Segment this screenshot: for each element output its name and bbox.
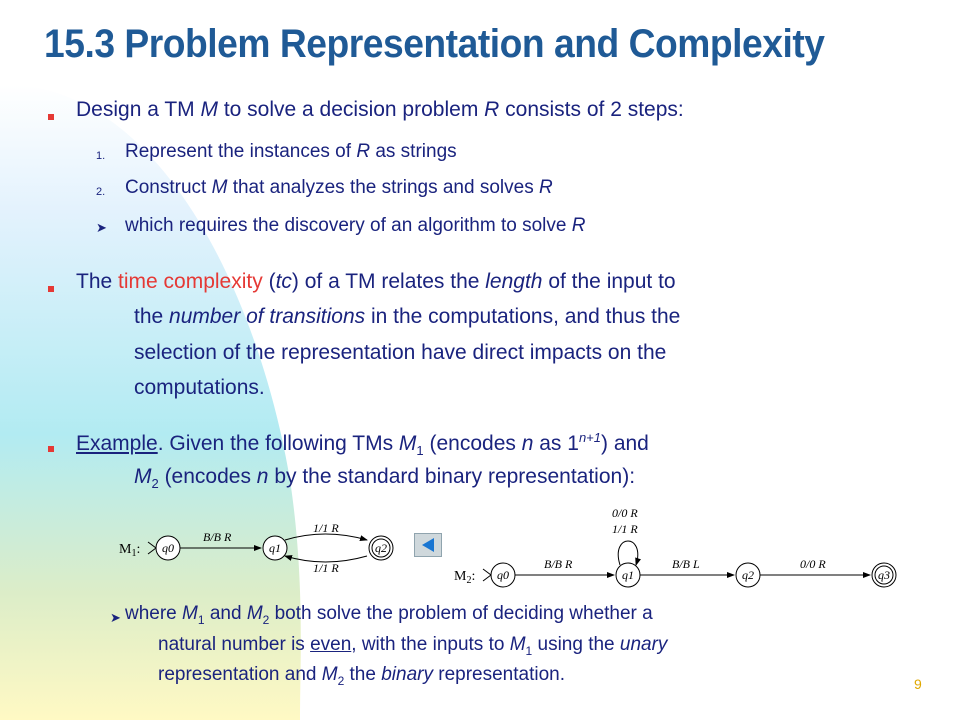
arrow-bullet-icon: ➤ — [96, 220, 107, 235]
slide-title: 15.3 Problem Representation and Complexity — [44, 22, 825, 66]
m2-loop-label-1: 0/0 R — [612, 506, 638, 520]
step-2-text: Construct M that analyzes the strings and solves R — [125, 177, 553, 198]
m2-loop-q1 — [618, 541, 638, 565]
m1-t01-label: B/B R — [203, 530, 232, 544]
m2-state-q0-label: q0 — [497, 568, 509, 582]
step-1-text: Represent the instances of R as strings — [125, 141, 457, 162]
m2-t01-label: B/B R — [544, 557, 573, 571]
arrow-bullet-icon: ➤ — [110, 610, 121, 625]
bullet-3-line-2: $M_2$ (encodes n by the standard binary representation): — [134, 465, 636, 492]
step-note-text: which requires the discovery of an algorithm to solve R — [125, 215, 586, 236]
m2-start-arrow — [483, 569, 491, 581]
back-arrow-icon — [415, 534, 441, 556]
bullet-4-line-3: representation and $M_2$ the binary representation. — [158, 664, 566, 688]
bullet-4-line-1: where $M_1$ and $M_2$ both solve the problem of deciding whether a — [125, 603, 653, 627]
page-number: 9 — [914, 676, 922, 692]
step-number-1: 1. — [96, 150, 106, 162]
m2-state-q3-label: q3 — [878, 568, 890, 582]
m2-t12-label: B/B L — [672, 557, 700, 571]
bullet-square — [48, 446, 54, 452]
m1-t21-label: 1/1 R — [313, 561, 339, 574]
bullet-square — [48, 114, 54, 120]
bullet-2-line-3: selection of the representation have direct impacts on the — [134, 341, 667, 364]
m2-state-q2-label: q2 — [742, 568, 754, 582]
m2-loop-label-2: 1/1 R — [612, 522, 638, 536]
bullet-square — [48, 286, 54, 292]
step-number-2: 2. — [96, 186, 106, 198]
m1-state-q1-label: q1 — [269, 541, 281, 555]
back-button[interactable] — [414, 533, 442, 557]
tm-m2-diagram — [450, 503, 910, 593]
bullet-4-line-2: natural number is even, with the inputs to $M_1$ using the unary — [158, 634, 668, 658]
m2-state-q1-label: q1 — [622, 568, 634, 582]
m1-label: $M_1$: — [119, 542, 141, 559]
bullet-2-line-1: The time complexity (tc) of a TM relates the length of the input to — [76, 270, 676, 293]
m1-t12-label: 1/1 R — [313, 522, 339, 535]
m1-start-arrow — [148, 542, 156, 554]
tm-m1-diagram — [115, 522, 405, 574]
m2-label: $M_2$: — [454, 569, 476, 586]
bullet-1-text: Design a TM M to solve a decision problem R consists of 2 steps: — [76, 98, 684, 121]
m2-t23-label: 0/0 R — [800, 557, 826, 571]
bullet-2-line-2: the number of transitions in the computations, and thus the — [134, 305, 681, 328]
m1-state-q0-label: q0 — [162, 541, 174, 555]
bullet-3-line-1: Example. Given the following TMs $M_1$ (encodes n as $1^{n+1}$) and — [76, 430, 649, 459]
bullet-2-line-4: computations. — [134, 376, 265, 399]
m1-state-q2-label: q2 — [375, 541, 387, 555]
